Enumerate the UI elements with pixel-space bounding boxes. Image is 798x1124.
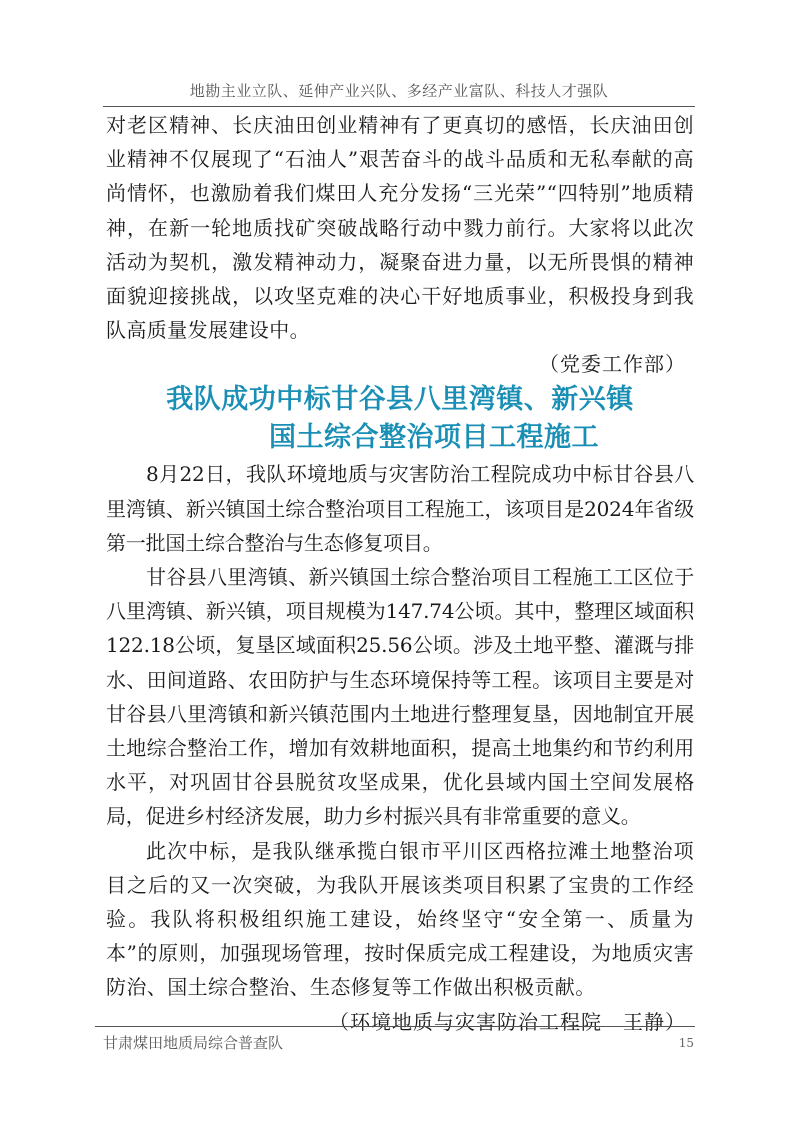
page-number: 15: [678, 1036, 694, 1050]
header-divider: [103, 106, 695, 107]
article-paragraph-3: 此次中标，是我队继承揽白银市平川区西格拉滩土地整治项目之后的又一次突破，为我队开展该类项目积累了宝贵的工作经验。我队将积极组织施工建设，始终坚守“安全第一、质量为本”的原则，加强现场管理，按时保质完成工程建设，为地质灾害防治、国土综合整治、生态修复等工作做出积极贡献。: [106, 838, 694, 1000]
article-title: [106, 381, 694, 457]
article-title-line-2: 国土综合整治项目工程施工: [269, 422, 599, 454]
article-title-line-1: 我队成功中标甘谷县八里湾镇、新兴镇: [166, 384, 634, 416]
footer-organization: 甘肃煤田地质局综合普查队: [103, 1034, 284, 1052]
header-slogan: 地勘主业立队、延伸产业兴队、多经产业富队、科技人才强队: [189, 82, 609, 100]
footer-divider: [95, 1026, 695, 1027]
article-credit: （环境地质与灾害防治工程院 王静）: [329, 1009, 686, 1034]
page-content: [106, 108, 694, 1039]
article-paragraph-1: 8月22日，我队环境地质与灾害防治工程院成功中标甘谷县八里湾镇、新兴镇国土综合整治项目工程施工，该项目是2024年省级第一批国土综合整治与生态修复项目。: [106, 462, 694, 555]
article-paragraph-2: 甘谷县八里湾镇、新兴镇国土综合整治项目工程施工工区位于八里湾镇、新兴镇，项目规模为147.74公顷。其中，整理区域面积122.18公顷，复垦区域面积25.56公顷。涉及土地平整、灌溉与排水、田间道路、农田防护与生态环境保持等工程。该项目主要是对甘谷县八里湾镇和新兴镇范围内土地进行整理复垦，因地制宜开展土地综合整治工作，增加有效耕地面积，提高土地集约和节约利用水平，对巩固甘谷县脱贫攻坚成果，优化县域内国土空间发展格局，促进乡村经济发展，助力乡村振兴具有非常重要的意义。: [106, 565, 694, 829]
previous-article-paragraph: 对老区精神、长庆油田创业精神有了更真切的感悟，长庆油田创业精神不仅展现了“石油人”艰苦奋斗的战斗品质和无私奉献的高尚情怀，也激励着我们煤田人充分发扬“三光荣”“四特别”地质精神，在新一轮地质找矿突破战略行动中戮力前行。大家将以此次活动为契机，激发精神动力，凝聚奋进力量，以无所畏惧的精神面貌迎接挑战，以攻坚克难的决心干好地质事业，积极投身到我队高质量发展建设中。: [106, 113, 694, 343]
previous-article-credit: （党委工作部）: [539, 352, 686, 377]
